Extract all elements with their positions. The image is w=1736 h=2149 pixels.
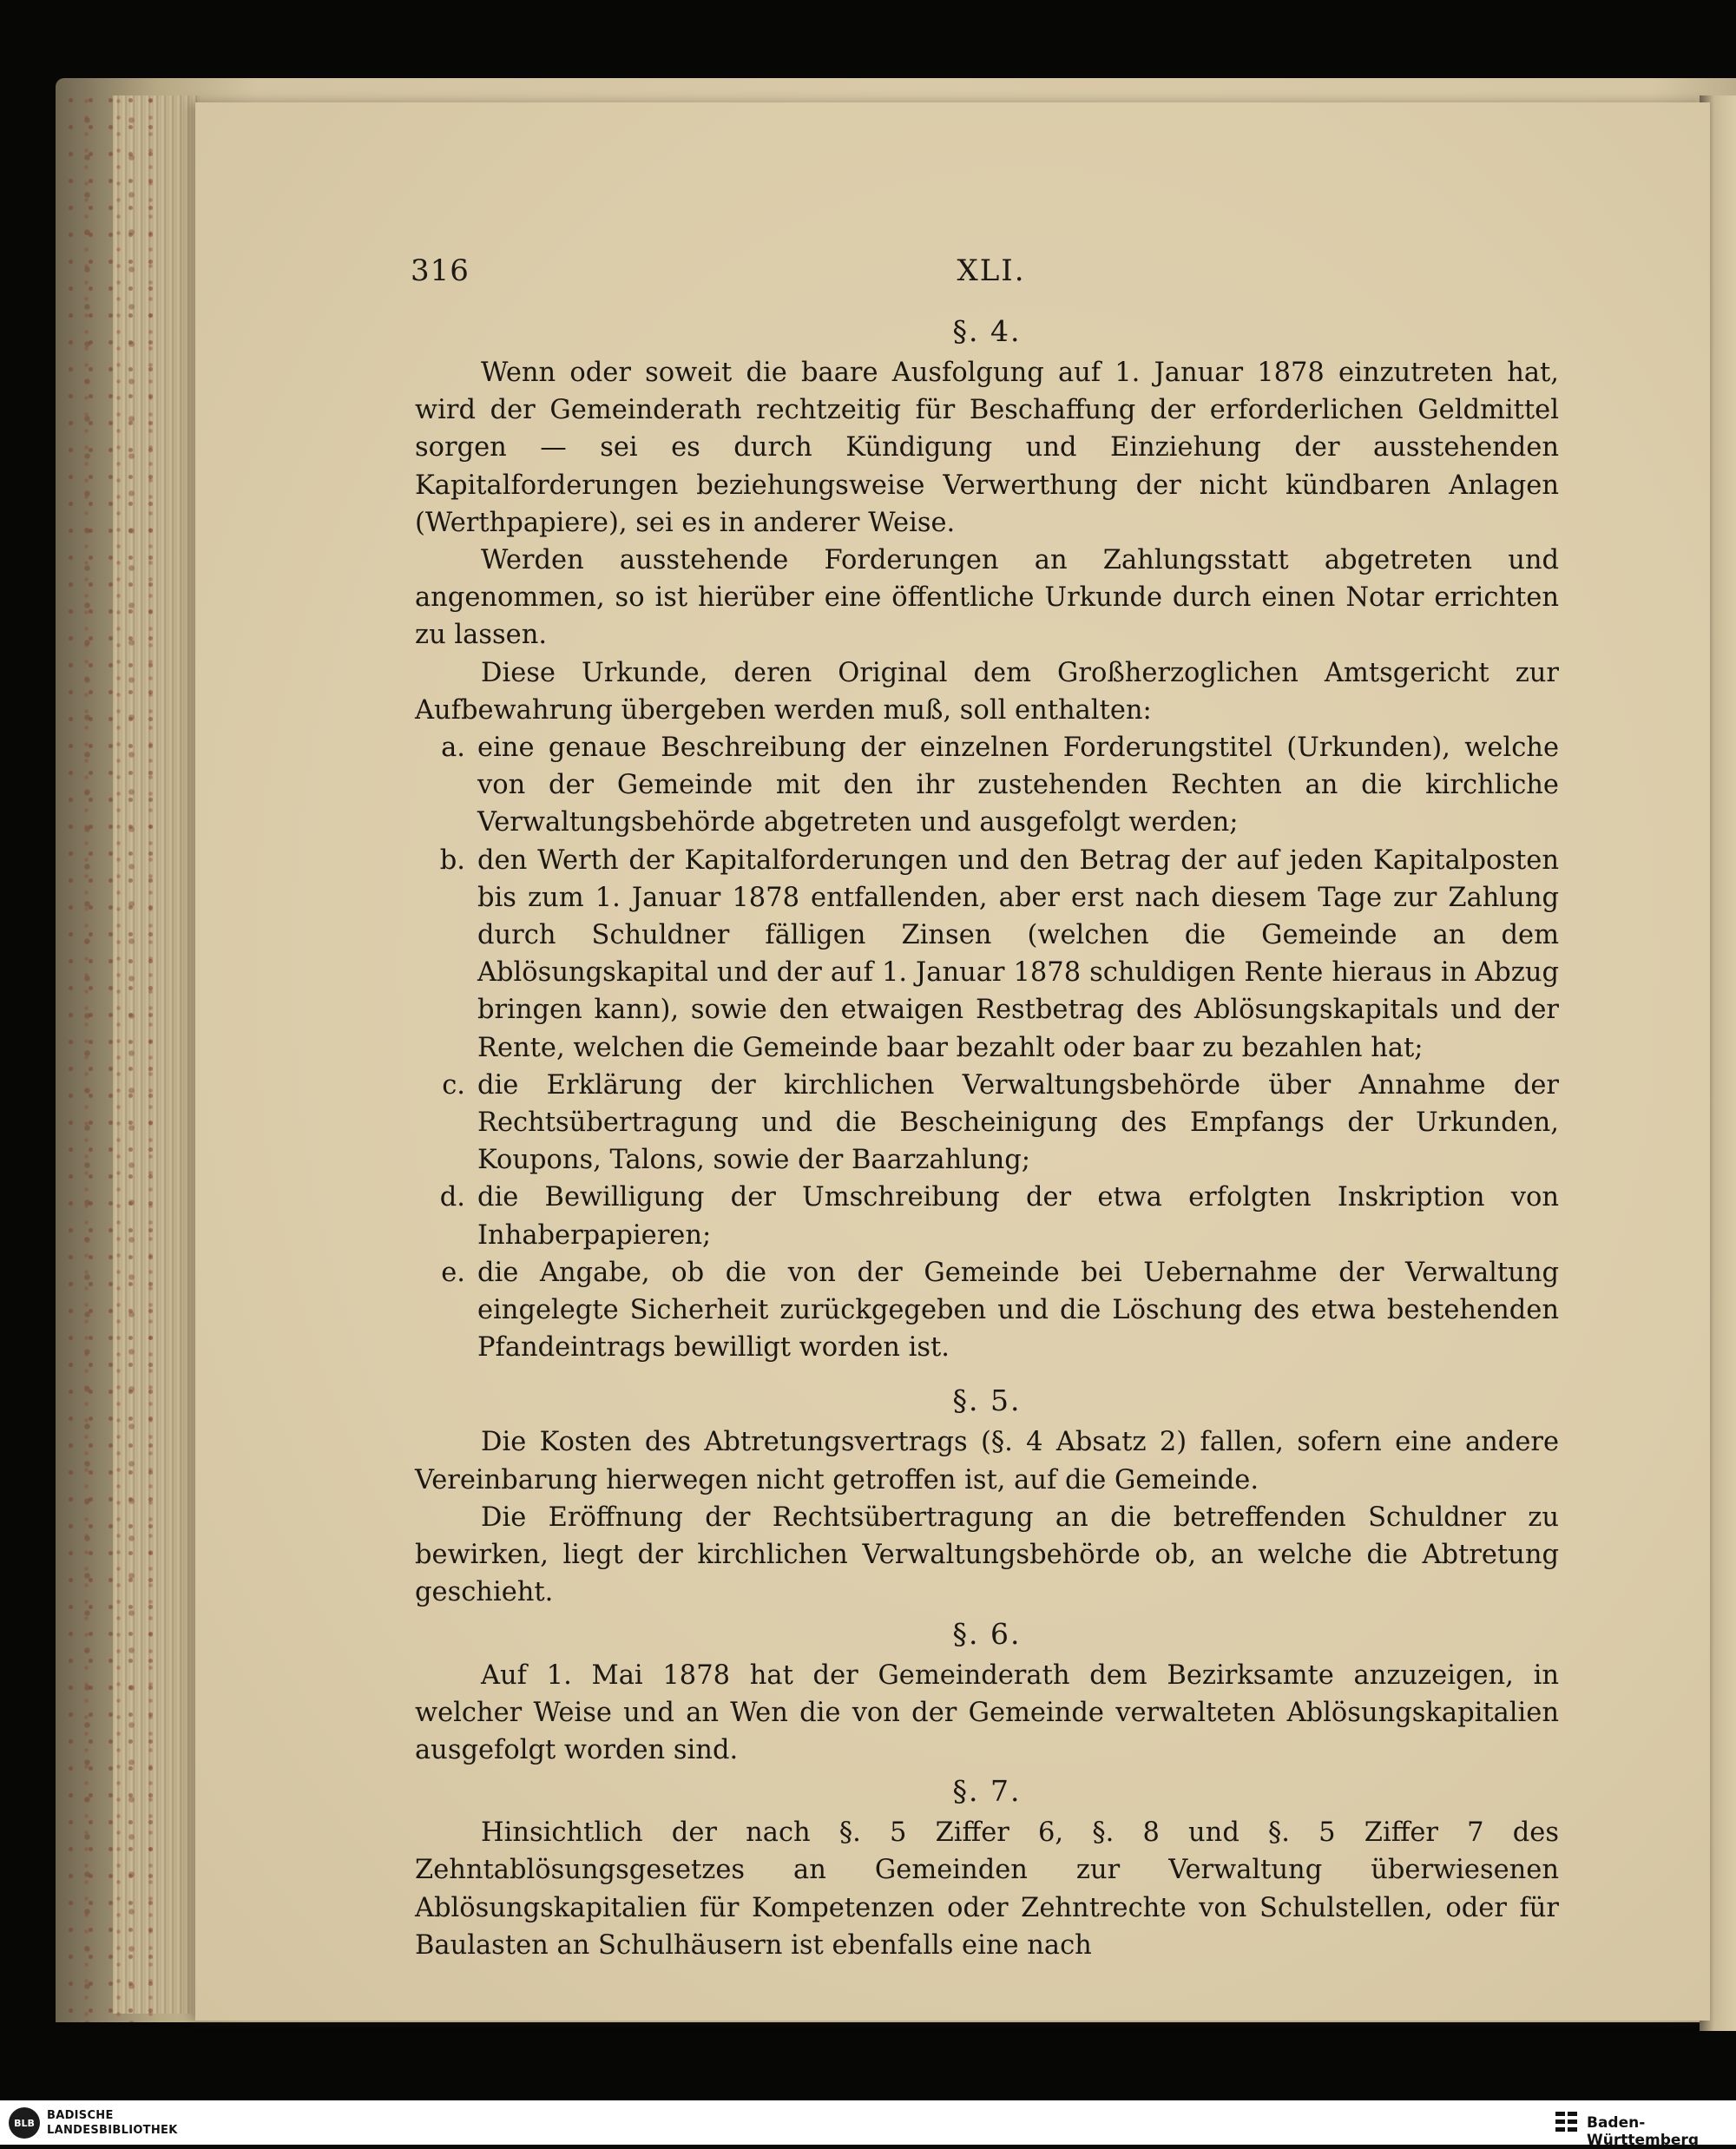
baden-wuerttemberg-lions-icon (1554, 2109, 1580, 2135)
page-number: 316 (411, 253, 470, 288)
list-marker: e. (441, 1257, 465, 1288)
list-item (415, 1067, 1559, 1180)
enumerated-list (415, 729, 1559, 1366)
section-heading-4: §. 4. (952, 314, 1022, 348)
paragraph: Werden ausstehende Forderungen an Zahlungsstatt abgetreten und angenommen, so ist hierüber eine öffentliche Urkunde durch einen Notar errichten zu lassen. (415, 545, 1559, 651)
list-item-text: eine genaue Beschreibung der einzelnen Forderungstitel (Urkunden), welche von der Gemeinde mit den ihr zustehenden Rechten an die kirchliche Verwaltungsbehörde abgetreten und ausgefolgt werden; (477, 733, 1559, 838)
list-marker: c. (442, 1069, 465, 1101)
list-item (415, 1254, 1559, 1367)
library-name[interactable] (47, 2108, 178, 2138)
chapter-number: XLI. (957, 253, 1026, 288)
library-name-line2: LANDESBIBLIOTHEK (47, 2124, 178, 2137)
list-item-text: den Werth der Kapitalforderungen und den Betrag der auf jeden Kapitalposten bis zum 1. Januar 1878 entfallenden, aber erst nach diesem Tage zur Zahlung durch Schuldner fälligen Zinsen (welchen die Gemeinde an dem Ablösungskapital und der auf 1. Januar 1878 schuldigen Rente hieraus in Abzug bringen kann), sowie den etwaigen Restbetrag des Ablösungskapitals und der Rente, welchen die Gemeinde baar bezahlt oder baar zu bezahlen hat; (477, 844, 1559, 1063)
section-heading-6: §. 6. (952, 1616, 1022, 1651)
state-name[interactable]: Baden-Württemberg (1587, 2114, 1699, 2149)
list-item-text: die Erklärung der kirchlichen Verwaltungsbehörde über Annahme der Rechtsübertragung und die Bescheinigung des Empfangs der Urkunden, Koupons, Talons, sowie der Baarzahlung; (477, 1069, 1559, 1176)
paragraph: Diese Urkunde, deren Original dem Großherzoglichen Amtsgericht zur Aufbewahrung übergeben werden muß, soll enthalten: (415, 657, 1559, 726)
list-item (415, 1179, 1559, 1253)
chapter-header (0, 253, 1736, 288)
paragraph: Wenn oder soweit die baare Ausfolgung auf 1. Januar 1878 einzutreten hat, wird der Gemeinderath rechtzeitig für Beschaffung der erforderlichen Geldmittel sorgen — sei es durch Kündigung und Einziehung der ausstehenden Kapitalforderungen beziehungsweise Verwerthung der nicht kündbaren Anlagen (Werthpapiere), sei es in anderer Weise. (415, 358, 1559, 538)
blb-logo-icon[interactable]: BLB (9, 2107, 40, 2139)
section-heading-7: §. 7. (952, 1774, 1022, 1809)
foxing-speckle (61, 87, 156, 2022)
page-body (415, 309, 1559, 1964)
section-heading-5: §. 5. (952, 1383, 1022, 1418)
list-item-text: die Angabe, ob die von der Gemeinde bei Uebernahme der Verwaltung eingelegte Sicherheit zurückgegeben und die Löschung des etwa bestehenden Pfandeintrags bewilligt worden ist. (477, 1257, 1559, 1364)
list-marker: d. (439, 1182, 465, 1213)
paragraph: Hinsichtlich der nach §. 5 Ziffer 6, §. 8 und §. 5 Ziffer 7 des Zehntablösungsgesetzes an Gemeinden zur Verwaltung überwiesenen Ablösungskapitalien für Kompetenzen oder Zehntrechte von Schulstellen, oder für Baulasten an Schulhäusern ist ebenfalls eine nach (415, 1817, 1559, 1961)
list-item-text: die Bewilligung der Umschreibung der etwa erfolgten Inskription von Inhaberpapieren; (477, 1182, 1559, 1251)
footer-bar (0, 2100, 1736, 2149)
paragraph: Die Kosten des Abtretungsvertrags (§. 4 Absatz 2) fallen, sofern eine andere Vereinbarung hierwegen nicht getroffen ist, auf die Gemeinde. (415, 1427, 1559, 1495)
library-name-line1: BADISCHE (47, 2109, 114, 2122)
list-item (415, 842, 1559, 1067)
list-marker: b. (439, 844, 465, 876)
paragraph: Die Eröffnung der Rechtsübertragung an die betreffenden Schuldner zu bewirken, liegt der kirchlichen Verwaltungsbehörde ob, an welche die Abtretung geschieht. (415, 1502, 1559, 1608)
paragraph: Auf 1. Mai 1878 hat der Gemeinderath dem Bezirksamte anzuzeigen, in welcher Weise und an Wen die von der Gemeinde verwalteten Ablösungskapitalien ausgefolgt worden sind. (415, 1659, 1559, 1765)
list-marker: a. (441, 733, 465, 764)
list-item (415, 729, 1559, 842)
